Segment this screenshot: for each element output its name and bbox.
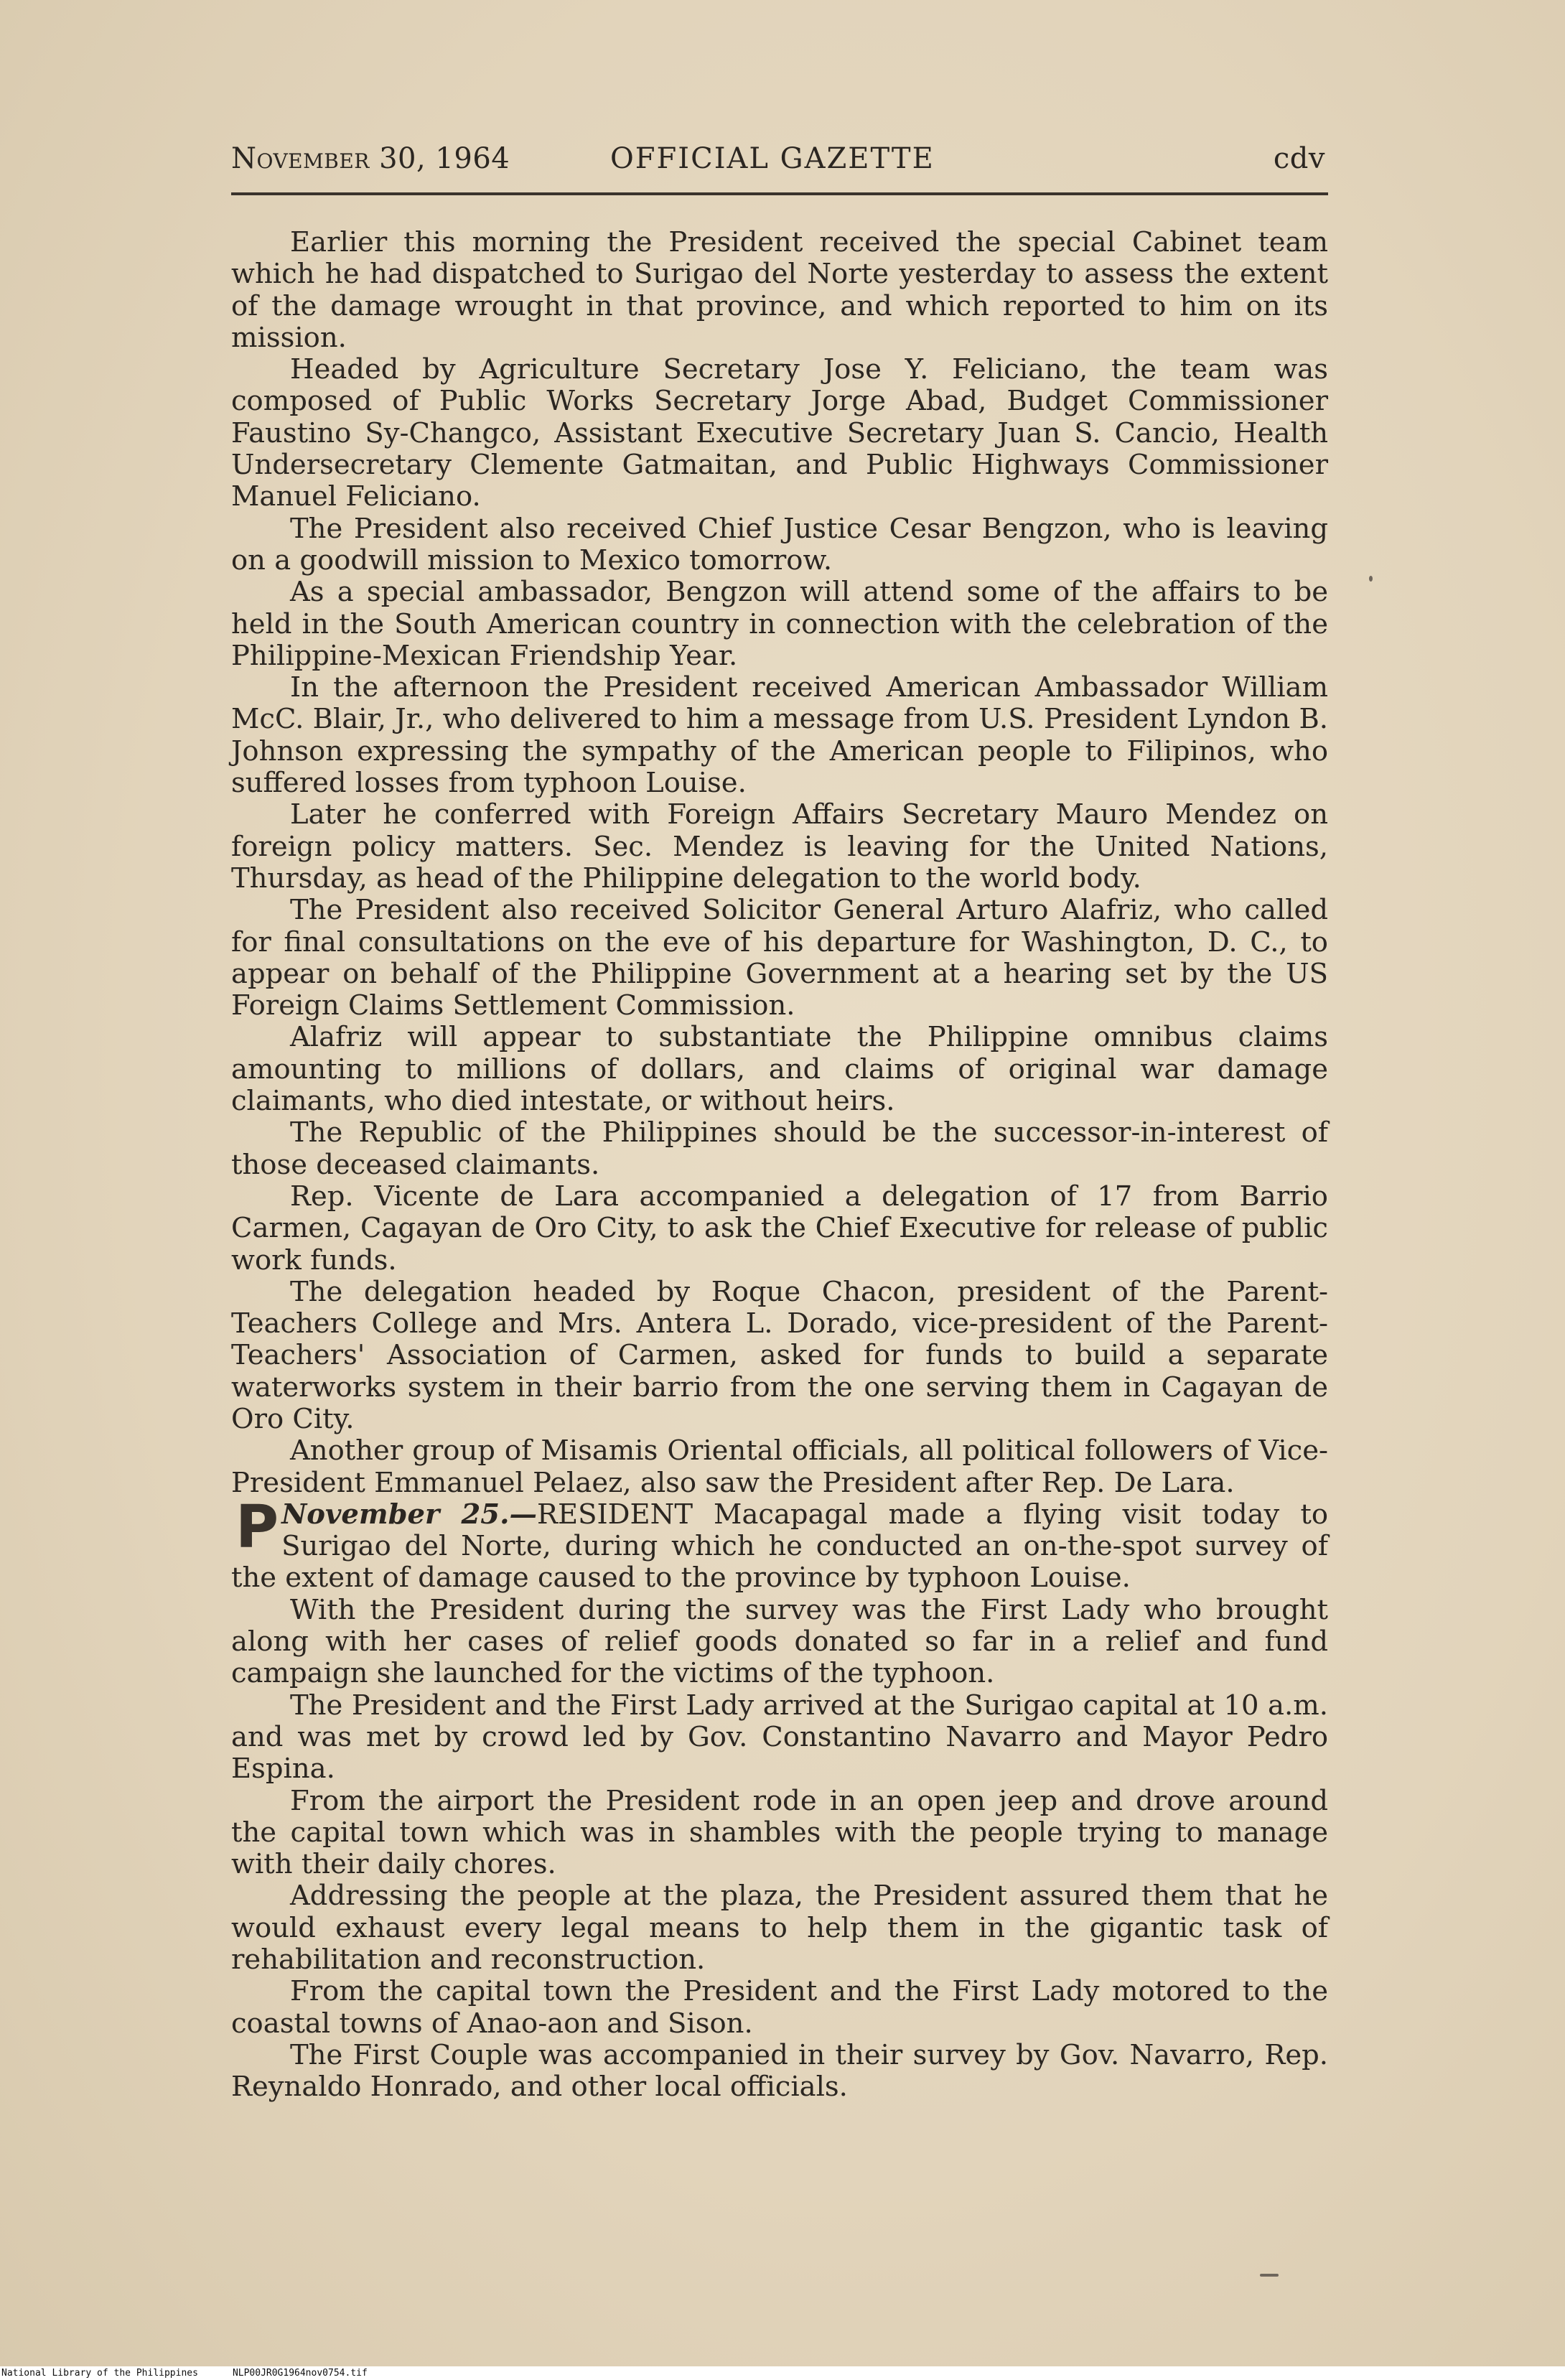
paragraph: Addressing the people at the plaza, the President assured them that he would exhaust every legal means to help them in the gigantic task of rehabilitation and reconstruction.	[231, 1880, 1328, 1977]
paragraph: The First Couple was accompanied in their survey by Gov. Navarro, Rep. Reynaldo Honrado, and other local officials.	[231, 2038, 1328, 2104]
paragraph: Earlier this morning the President received the special Cabinet team which he had dispatched to Surigao del Norte yesterday to assess the extent of the damage wrought in that province, and which reported to him on its mission.	[231, 226, 1328, 354]
paragraph: From the capital town the President and the First Lady motored to the coastal towns of Anao-aon and Sison.	[231, 1975, 1328, 2040]
paper-speck	[1369, 576, 1373, 582]
paragraph: Another group of Misamis Oriental officials, all political followers of Vice-President Emmanuel Pelaez, also saw the President after Rep. De Lara.	[231, 1434, 1328, 1499]
paragraph: Later he conferred with Foreign Affairs Secretary Mauro Mendez on foreign policy matters. Sec. Mendez is leaving for the United Nations, Thursday, as head of the Philippine delegation to the world body.	[231, 798, 1328, 895]
page-header	[231, 142, 1325, 185]
scan-footer	[0, 2366, 1565, 2380]
entry-first-paragraph: RESIDENT Macapagal made a flying visit today to Surigao del Norte, during which he conducted an on-the-spot survey of the extent of damage caused to the province by typhoon Louise.	[231, 1498, 1328, 1595]
paragraph: Rep. Vicente de Lara accompanied a delegation of 17 from Barrio Carmen, Cagayan de Oro City, to ask the Chief Executive for release of public work funds.	[231, 1180, 1328, 1277]
paragraph: The President also received Chief Justice Cesar Bengzon, who is leaving on a goodwill mission to Mexico tomorrow.	[231, 512, 1328, 577]
header-page-number: cdv	[1273, 142, 1325, 175]
header-date: November 30, 1964	[231, 142, 510, 175]
article-body	[231, 227, 1328, 2104]
paragraph: The President also received Solicitor General Arturo Alafriz, who called for final consultations on the eve of his departure for Washington, D. C., to appear on behalf of the Philippine Government at a hearing set by the US Foreign Claims Settlement Commission.	[231, 894, 1328, 1022]
paragraph: The delegation headed by Roque Chacon, president of the Parent-Teachers College and Mrs. Antera L. Dorado, vice-president of the Parent-Teachers' Association of Carmen, asked for funds to build a separate waterworks system in their barrio from the one serving them in Cagayan de Oro City.	[231, 1275, 1328, 1435]
footer-library: National Library of the Philippines	[1, 2368, 198, 2379]
entry-dateline: November 25.—	[281, 1498, 537, 1531]
paragraph: With the President during the survey was the First Lady who brought along with her cases of relief goods donated so far in a relief and fund campaign she launched for the victims of the typhoon.	[231, 1593, 1328, 1690]
header-rule	[231, 192, 1328, 195]
dated-entry-paragraph	[231, 1493, 1328, 1595]
paper-speck	[1260, 2274, 1279, 2277]
header-title: OFFICIAL GAZETTE	[610, 142, 935, 175]
paragraph: Alafriz will appear to substantiate the Philippine omnibus claims amounting to millions of dollars, and claims of original war damage claimants, who died intestate, or without heirs.	[231, 1021, 1328, 1118]
paragraph: Headed by Agriculture Secretary Jose Y. Feliciano, the team was composed of Public Works Secretary Jorge Abad, Budget Commissioner Faustino Sy-Changco, Assistant Executive Secretary Juan S. Cancio, Health Undersecretary Clemente Gatmaitan, and Public Highways Commissioner Manuel Feliciano.	[231, 353, 1328, 513]
paragraph: In the afternoon the President received American Ambassador William McC. Blair, Jr., who delivered to him a message from U.S. President Lyndon B. Johnson expressing the sympathy of the American people to Filipinos, who suffered losses from typhoon Louise.	[231, 671, 1328, 800]
paragraph: As a special ambassador, Bengzon will attend some of the affairs to be held in the South American country in connection with the celebration of the Philippine-Mexican Friendship Year.	[231, 576, 1328, 672]
paragraph: The Republic of the Philippines should be the successor-in-interest of those deceased claimants.	[231, 1116, 1328, 1181]
paragraph: From the airport the President rode in an open jeep and drove around the capital town which was in shambles with the people trying to manage with their daily chores.	[231, 1784, 1328, 1881]
footer-filename: NLP00JR0G1964nov0754.tif	[232, 2368, 368, 2379]
drop-cap: P	[235, 1493, 279, 1562]
paragraph: The President and the First Lady arrived at the Surigao capital at 10 a.m. and was met by crowd led by Gov. Constantino Navarro and Mayor Pedro Espina.	[231, 1689, 1328, 1786]
